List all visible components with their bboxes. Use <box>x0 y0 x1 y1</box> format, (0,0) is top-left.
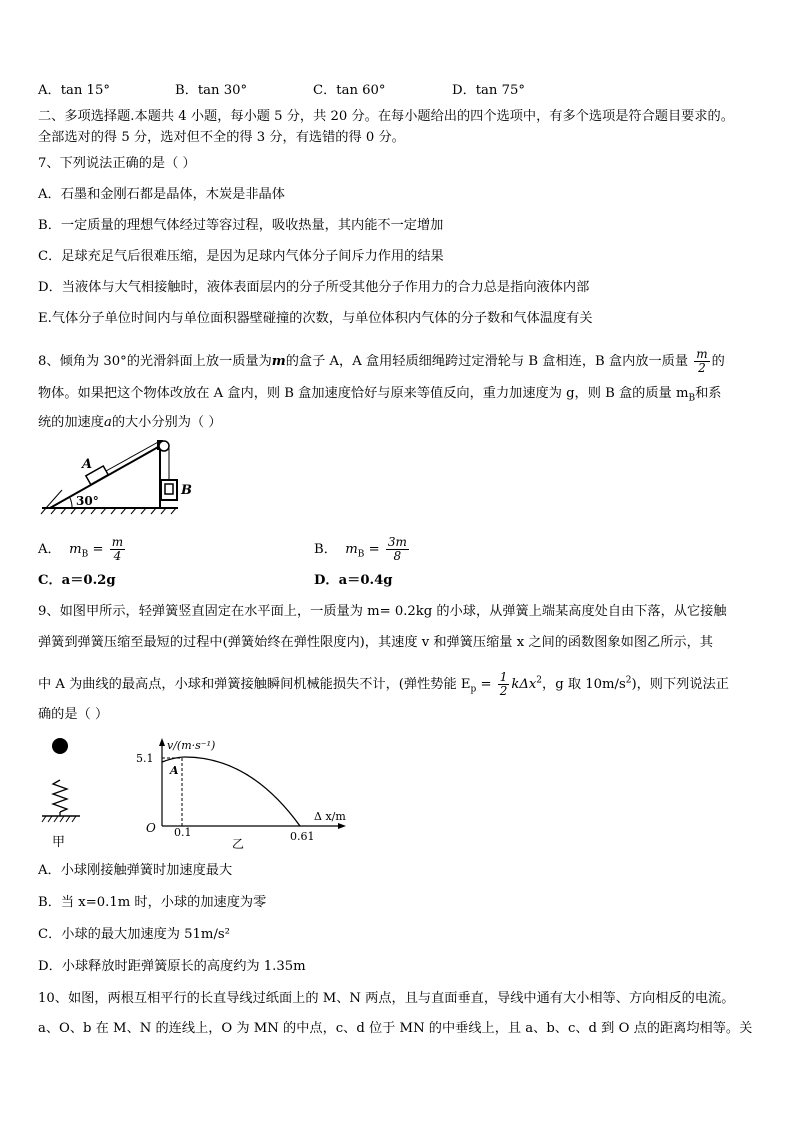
q7-option-d: D．当液体与大气相接触时，液体表面层内的分子所受其他分子作用力的合力总是指向液体内部 <box>38 280 590 295</box>
fig-x-tick-1: 0.1 <box>174 826 192 839</box>
q9-stem-line1: 9、如图甲所示，轻弹簧竖直固定在水平面上，一质量为 m= 0.2kg 的小球，从弹簧上端某高度处自由下落，从它接触 <box>38 604 727 619</box>
section2-line2: 全部选对的得 5 分，选对但不全的得 3 分，有选错的得 0 分。 <box>38 130 405 145</box>
q8-option-d: D．a＝0.4g <box>314 573 393 588</box>
q7-option-b: B．一定质量的理想气体经过等容过程，吸收热量，其内能不一定增加 <box>38 218 444 233</box>
fig-label-a: A <box>82 457 93 472</box>
q7-option-e: E.气体分子单位时间内与单位面积器壁碰撞的次数，与单位体积内气体的分子数和气体温度有关 <box>38 311 593 326</box>
q8-option-b: B． $m_B$ = $\frac{3m}{8}$ <box>314 535 407 563</box>
q9-option-c: C．小球的最大加速度为 51m/s² <box>38 927 230 942</box>
spring-icon <box>53 780 67 812</box>
q8-stem-line3: 统的加速度a的大小分别为（ ） <box>38 415 222 430</box>
q8-mass-fraction: $\frac{m}{2}$ <box>696 347 708 375</box>
q8-option-c: C．a＝0.2g <box>38 573 116 588</box>
fig-x-axis-label: Δ x/m <box>314 810 346 823</box>
q6-option-a: A．tan 15° <box>38 83 110 98</box>
q9-stem-line2: 弹簧到弹簧压缩至最短的过程中(弹簧始终在弹性限度内)，其速度 v 和弹簧压缩量 x 之间的函数图象如图乙所示，其 <box>38 635 713 650</box>
q8-stem-line2: 物体。如果把这个物体改放在 A 盒内，则 B 盒加速度恰好与原来等值反向，重力加速度为 g，则 B 盒的质量 $m_B$和系 <box>38 386 722 404</box>
q8-incline-figure <box>40 434 190 516</box>
fig-label-jia: 甲 <box>52 835 66 850</box>
q8-stem-line1: 8、倾角为 30°的光滑斜面上放一质量为m的盒子 A，A 盒用轻质细绳跨过定滑轮与 B 盒相连，B 盒内放一质量 $\frac{m}{2}$ 的 <box>38 347 725 375</box>
q6-option-b: B．tan 30° <box>175 83 248 98</box>
fig-y-tick: 5.1 <box>136 752 154 765</box>
q9-option-b: B．当 x=0.1m 时，小球的加速度为零 <box>38 895 267 910</box>
q10-stem-line2: a、O、b 在 M、N 的连线上，O 为 MN 的中点，c、d 位于 MN 的中垂线上，且 a、b、c、d 到 O 点的距离均相等。关 <box>38 1021 753 1036</box>
fig-point-a: A <box>170 764 179 777</box>
q6-option-d: D．tan 75° <box>452 83 525 98</box>
fig-origin: O <box>146 821 156 835</box>
q9-stem-line4: 确的是（ ） <box>38 707 109 722</box>
q9-figure-yi <box>130 736 360 852</box>
q8-option-a: A． $m_B$ = $\frac{m}{4}$ <box>38 535 124 563</box>
q9-figure-jia <box>38 736 88 852</box>
ball-icon <box>52 738 68 754</box>
q10-stem-line1: 10、如图，两根互相平行的长直导线过纸面上的 M、N 两点，且与直面垂直，导线中通有大小相等、方向相反的电流。 <box>38 991 735 1006</box>
q7-option-c: C．足球充足气后很难压缩，是因为足球内气体分子间斥力作用的结果 <box>38 249 444 264</box>
q9-option-a: A．小球刚接触弹簧时加速度最大 <box>38 863 233 878</box>
pulley-icon <box>159 441 169 451</box>
fig-label-b: B <box>181 483 192 498</box>
q7-stem: 7、下列说法正确的是（ ） <box>38 156 196 171</box>
section2-line1: 二、多项选择题.本题共 4 小题，每小题 5 分，共 20 分。在每小题给出的四个选项中，有多个选项是符合题目要求的。 <box>38 109 734 124</box>
fig-x-tick-2: 0.61 <box>290 830 315 843</box>
fig-y-axis-label: v/(m·s⁻¹) <box>167 739 216 752</box>
q9-option-d: D．小球释放时距弹簧原长的高度约为 1.35m <box>38 959 306 974</box>
q6-option-c: C．tan 60° <box>313 83 386 98</box>
fig-angle: 30° <box>76 494 99 508</box>
fig-label-yi: 乙 <box>232 837 245 851</box>
q9-stem-line3: 中 A 为曲线的最高点，小球和弹簧接触瞬间机械能损失不计，(弹性势能 $E_p$ = $\frac{1}{2}$ kΔx$^2$，g 取 $10m/s^2$)，则下列说法正 <box>38 670 729 698</box>
velocity-curve <box>162 757 300 826</box>
q7-option-a: A．石墨和金刚石都是晶体，木炭是非晶体 <box>38 187 285 202</box>
box-b <box>161 480 177 500</box>
